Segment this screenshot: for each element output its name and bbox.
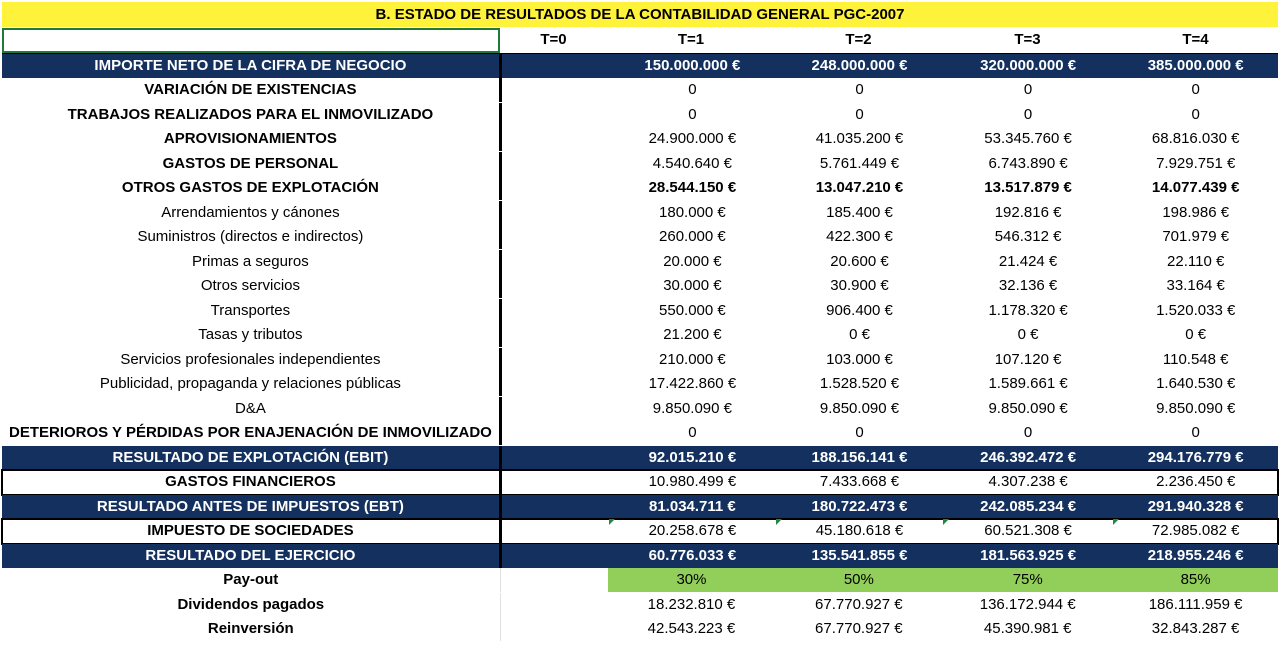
value-cell-t3[interactable]: 107.120 € xyxy=(994,350,1062,368)
value-cell-t0[interactable] xyxy=(502,348,609,372)
header-t2[interactable]: T=2 xyxy=(845,31,872,49)
value-cell-t2[interactable]: 135.541.855 € xyxy=(811,546,908,564)
row-label[interactable]: Pay-out xyxy=(2,568,501,592)
value-cell-t2[interactable]: 422.300 € xyxy=(826,228,893,246)
value-cell-t4[interactable]: 110.548 € xyxy=(1162,350,1229,368)
value-cell-t0[interactable] xyxy=(502,421,609,445)
table-row xyxy=(2,372,1278,397)
table-row xyxy=(2,568,1278,593)
value-cell-t1[interactable]: 30.000 € xyxy=(663,277,722,295)
value-cell-t4[interactable]: 85% xyxy=(1113,568,1278,592)
value-cell-t3[interactable]: 32.136 € xyxy=(998,277,1058,295)
value-cell-t1[interactable]: 81.034.711 € xyxy=(649,497,736,515)
value-cell-t3[interactable]: 13.517.879 € xyxy=(984,179,1072,197)
row-label[interactable]: D&A xyxy=(2,397,502,421)
value-cell-t2[interactable]: 7.433.668 € xyxy=(819,473,900,491)
value-cell-t4[interactable]: 0 xyxy=(1191,81,1200,99)
value-cell-t1[interactable]: 4.540.640 € xyxy=(652,154,732,172)
row-label[interactable]: OTROS GASTOS DE EXPLOTACIÓN xyxy=(2,176,502,200)
table-row xyxy=(2,446,1278,471)
error-indicator-icon xyxy=(776,519,782,525)
value-cell-t2[interactable]: 248.000.000 € xyxy=(811,56,908,74)
value-cell-t2[interactable]: 67.770.927 € xyxy=(815,620,903,638)
row-label[interactable]: RESULTADO ANTES DE IMPUESTOS (EBT) xyxy=(2,495,502,519)
value-cell-t2[interactable]: 30.900 € xyxy=(830,277,889,295)
row-label[interactable]: GASTOS DE PERSONAL xyxy=(2,152,502,176)
row-label[interactable]: Publicidad, propaganda y relaciones públicas xyxy=(2,372,502,396)
row-label[interactable]: Otros servicios xyxy=(2,274,502,298)
error-indicator-icon xyxy=(609,519,615,525)
value-cell-t0[interactable] xyxy=(502,176,609,200)
value-cell-t4[interactable]: 1.640.530 € xyxy=(1156,375,1236,393)
value-cell-t1[interactable]: 150.000.000 € xyxy=(644,56,741,74)
header-cell-selected[interactable] xyxy=(2,28,500,53)
table-row xyxy=(2,127,1278,152)
value-cell-t3[interactable]: 45.390.981 € xyxy=(983,620,1072,638)
sheet-title: B. ESTADO DE RESULTADOS DE LA CONTABILIDAD GENERAL PGC-2007 xyxy=(2,2,1278,27)
table-row xyxy=(2,470,1278,495)
value-text: 72.985.082 € xyxy=(1151,522,1240,540)
value-cell-t3[interactable]: 53.345.760 € xyxy=(984,130,1072,148)
header-t0[interactable]: T=0 xyxy=(540,31,567,49)
table-row xyxy=(2,54,1278,79)
value-cell-t0[interactable] xyxy=(502,250,609,274)
value-cell-t3[interactable]: 242.085.234 € xyxy=(980,497,1077,515)
value-cell-t2[interactable]: 13.047.210 € xyxy=(815,179,904,197)
table-row xyxy=(2,152,1278,177)
table-row xyxy=(2,225,1278,250)
table-row xyxy=(2,323,1278,348)
value-cell-t1[interactable]: 180.000 € xyxy=(659,203,726,221)
value-cell-t4[interactable]: 68.816.030 € xyxy=(1151,130,1240,148)
value-cell-t0[interactable] xyxy=(502,127,609,151)
value-cell-t2[interactable]: 0 xyxy=(855,105,864,123)
value-cell-t2[interactable]: 9.850.090 € xyxy=(819,399,900,417)
row-label[interactable]: Suministros (directos e indirectos) xyxy=(2,225,502,249)
value-cell-t0[interactable] xyxy=(502,446,609,470)
value-cell-t2[interactable]: 5.761.449 € xyxy=(819,154,900,172)
value-cell-t2[interactable] xyxy=(776,519,943,543)
table-row xyxy=(2,397,1278,422)
row-label[interactable]: TRABAJOS REALIZADOS PARA EL INMOVILIZADO xyxy=(2,103,502,127)
table-row xyxy=(2,593,1278,618)
value-cell-t1[interactable]: 21.200 € xyxy=(663,326,722,344)
value-cell-t0[interactable] xyxy=(502,78,609,102)
value-cell-t4[interactable]: 14.077.439 € xyxy=(1151,179,1240,197)
row-label[interactable]: RESULTADO DEL EJERCICIO xyxy=(2,544,502,568)
table-row xyxy=(2,519,1278,544)
row-label[interactable]: Servicios profesionales independientes xyxy=(2,348,502,372)
value-cell-t1[interactable]: 20.000 € xyxy=(663,252,722,270)
value-cell-t1[interactable]: 9.850.090 € xyxy=(652,399,732,417)
value-cell-t3[interactable] xyxy=(943,519,1114,543)
value-cell-t2[interactable]: 0 xyxy=(855,424,864,442)
row-label[interactable]: APROVISIONAMIENTOS xyxy=(2,127,502,151)
value-cell-t0[interactable] xyxy=(502,152,609,176)
value-cell-t0[interactable] xyxy=(502,519,609,543)
value-cell-t3[interactable]: 4.307.238 € xyxy=(988,473,1068,491)
value-cell-t2[interactable]: 188.156.141 € xyxy=(811,448,908,466)
value-cell-t4[interactable]: 385.000.000 € xyxy=(1147,56,1244,74)
header-row xyxy=(2,28,1278,54)
value-cell-t3[interactable]: 1.178.320 € xyxy=(988,301,1068,319)
value-cell-t0[interactable] xyxy=(502,544,609,568)
value-cell-t1[interactable]: 42.543.223 € xyxy=(647,620,736,638)
value-cell-t4[interactable]: 186.111.959 € xyxy=(1148,595,1243,613)
header-t1[interactable]: T=1 xyxy=(677,31,705,49)
value-cell-t4[interactable]: 1.520.033 € xyxy=(1156,301,1236,319)
value-cell-t4[interactable]: 2.236.450 € xyxy=(1156,473,1236,491)
table-body xyxy=(2,54,1278,642)
value-cell-t1[interactable]: 92.015.210 € xyxy=(648,448,737,466)
value-cell-t3[interactable]: 192.816 € xyxy=(994,203,1062,221)
value-cell-t1[interactable]: 0 xyxy=(688,81,697,99)
value-cell-t4[interactable]: 198.986 € xyxy=(1162,203,1230,221)
value-cell-t4[interactable]: 22.110 € xyxy=(1167,252,1225,270)
value-cell-t3[interactable]: 6.743.890 € xyxy=(988,154,1068,172)
value-cell-t0[interactable] xyxy=(502,372,609,396)
value-cell-t1[interactable]: 10.980.499 € xyxy=(648,473,737,491)
value-cell-t2[interactable]: 20.600 € xyxy=(830,252,889,270)
value-cell-t1[interactable]: 0 xyxy=(688,105,697,123)
value-cell-t3[interactable]: 21.424 € xyxy=(998,252,1058,270)
value-cell-t0[interactable] xyxy=(502,274,609,298)
value-cell-t0[interactable] xyxy=(502,299,609,323)
value-cell-t0[interactable] xyxy=(501,568,608,592)
error-indicator-icon xyxy=(1113,519,1119,525)
value-cell-t2[interactable]: 185.400 € xyxy=(826,203,893,221)
value-cell-t0[interactable] xyxy=(502,323,609,347)
value-cell-t0[interactable] xyxy=(502,103,609,127)
value-cell-t4[interactable]: 32.843.287 € xyxy=(1151,620,1240,638)
value-cell-t4[interactable]: 701.979 € xyxy=(1162,228,1230,246)
value-cell-t0[interactable] xyxy=(502,54,609,78)
value-cell-t1[interactable]: 28.544.150 € xyxy=(648,179,737,197)
value-cell-t2[interactable]: 50% xyxy=(775,568,942,592)
value-cell-t3[interactable]: 320.000.000 € xyxy=(980,56,1077,74)
value-cell-t2[interactable]: 1.528.520 € xyxy=(819,375,900,393)
value-cell-t1[interactable]: 260.000 € xyxy=(659,228,726,246)
value-text: 60.521.308 € xyxy=(984,522,1072,540)
value-cell-t3[interactable]: 9.850.090 € xyxy=(988,399,1068,417)
table-row xyxy=(2,201,1278,226)
row-label[interactable]: VARIACIÓN DE EXISTENCIAS xyxy=(2,78,502,102)
table-row xyxy=(2,176,1278,201)
value-cell-t2[interactable]: 103.000 € xyxy=(826,350,893,368)
value-cell-t0[interactable] xyxy=(502,495,609,519)
value-cell-t3[interactable]: 1.589.661 € xyxy=(988,375,1068,393)
value-cell-t3[interactable]: 75% xyxy=(942,568,1113,592)
table-row xyxy=(2,250,1278,275)
row-label[interactable]: GASTOS FINANCIEROS xyxy=(2,470,502,494)
value-cell-t4[interactable]: 0 € xyxy=(1185,326,1207,344)
value-cell-t4[interactable]: 218.955.246 € xyxy=(1147,546,1244,564)
value-cell-t3[interactable]: 246.392.472 € xyxy=(980,448,1077,466)
value-cell-t3[interactable]: 181.563.925 € xyxy=(980,546,1077,564)
value-cell-t4[interactable] xyxy=(1113,519,1278,543)
value-cell-t3[interactable]: 0 xyxy=(1023,105,1033,123)
value-cell-t0[interactable] xyxy=(501,593,608,617)
value-cell-t3[interactable]: 0 € xyxy=(1017,326,1039,344)
value-cell-t2[interactable]: 0 € xyxy=(849,326,870,344)
value-cell-t3[interactable]: 0 xyxy=(1023,424,1033,442)
value-cell-t1[interactable] xyxy=(609,519,777,543)
value-cell-t1[interactable]: 24.900.000 € xyxy=(648,130,737,148)
value-cell-t4[interactable]: 9.850.090 € xyxy=(1156,399,1236,417)
table-row xyxy=(2,421,1278,446)
row-label[interactable]: Transportes xyxy=(2,299,502,323)
error-indicator-icon xyxy=(943,519,949,525)
value-cell-t2[interactable]: 41.035.200 € xyxy=(815,130,904,148)
table-row xyxy=(2,78,1278,103)
value-cell-t4[interactable]: 7.929.751 € xyxy=(1156,154,1236,172)
value-cell-t1[interactable]: 0 xyxy=(688,424,697,442)
value-cell-t4[interactable]: 291.940.328 € xyxy=(1147,497,1244,515)
value-cell-t1[interactable]: 210.000 € xyxy=(659,350,726,368)
row-label[interactable]: DETERIOROS Y PÉRDIDAS POR ENAJENACIÓN DE INMOVILIZADO xyxy=(2,421,502,445)
value-cell-t4[interactable]: 33.164 € xyxy=(1166,277,1225,295)
value-cell-t0[interactable] xyxy=(502,470,609,494)
table-row xyxy=(2,495,1278,520)
table-row xyxy=(2,348,1278,373)
row-label[interactable]: RESULTADO DE EXPLOTACIÓN (EBIT) xyxy=(2,446,502,470)
value-cell-t4[interactable]: 294.176.779 € xyxy=(1147,448,1244,466)
row-label[interactable]: IMPUESTO DE SOCIEDADES xyxy=(2,519,502,543)
value-cell-t4[interactable]: 0 xyxy=(1191,424,1200,442)
row-label[interactable]: Reinversión xyxy=(2,617,501,641)
value-cell-t0[interactable] xyxy=(501,617,608,641)
value-cell-t4[interactable]: 0 xyxy=(1191,105,1200,123)
value-cell-t3[interactable]: 546.312 € xyxy=(994,228,1062,246)
value-cell-t2[interactable]: 67.770.927 € xyxy=(815,595,903,613)
value-cell-t2[interactable]: 0 xyxy=(855,81,864,99)
row-label[interactable]: Primas a seguros xyxy=(2,250,502,274)
value-cell-t0[interactable] xyxy=(502,201,609,225)
table-row xyxy=(2,299,1278,324)
value-cell-t2[interactable]: 180.722.473 € xyxy=(811,497,908,515)
value-cell-t1[interactable]: 17.422.860 € xyxy=(648,375,737,393)
table-row xyxy=(2,274,1278,299)
table-row xyxy=(2,103,1278,128)
table-row xyxy=(2,544,1278,569)
value-text: 45.180.618 € xyxy=(815,522,904,540)
value-cell-t0[interactable] xyxy=(502,225,609,249)
row-label[interactable]: Arrendamientos y cánones xyxy=(2,201,502,225)
value-cell-t1[interactable]: 30% xyxy=(608,568,776,592)
table-row xyxy=(2,617,1278,642)
header-t3[interactable]: T=3 xyxy=(1014,31,1041,49)
value-text: 20.258.678 € xyxy=(648,522,737,540)
value-cell-t3[interactable]: 136.172.944 € xyxy=(979,595,1076,613)
row-label[interactable]: IMPORTE NETO DE LA CIFRA DE NEGOCIO xyxy=(2,54,502,78)
value-cell-t0[interactable] xyxy=(502,397,609,421)
value-cell-t1[interactable]: 550.000 € xyxy=(659,301,726,319)
header-t4[interactable]: T=4 xyxy=(1182,31,1209,49)
value-cell-t2[interactable]: 906.400 € xyxy=(826,301,893,319)
row-label[interactable]: Dividendos pagados xyxy=(2,593,501,617)
value-cell-t3[interactable]: 0 xyxy=(1023,81,1033,99)
income-statement-table xyxy=(2,28,1278,642)
row-label[interactable]: Tasas y tributos xyxy=(2,323,502,347)
value-cell-t1[interactable]: 18.232.810 € xyxy=(647,595,736,613)
value-cell-t1[interactable]: 60.776.033 € xyxy=(648,546,737,564)
